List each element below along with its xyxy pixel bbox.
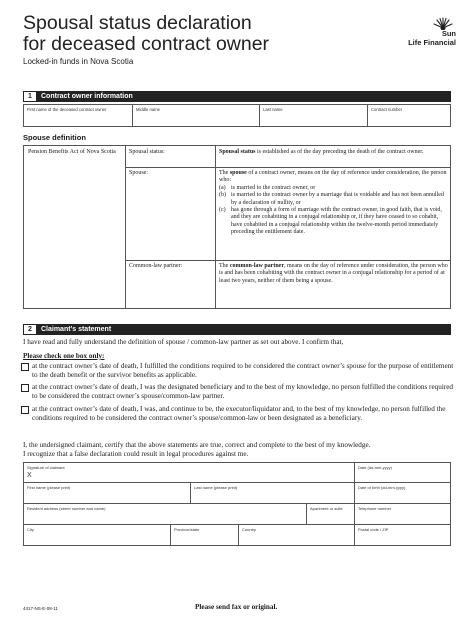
spouse-definition-table — [23, 145, 451, 309]
submission-note: Please send fax or original. — [195, 603, 278, 611]
telephone-field[interactable] — [354, 504, 452, 524]
postal-code-field[interactable] — [354, 525, 452, 545]
address-label: Resident address (street number and name) — [27, 506, 106, 511]
signature-mark: X — [27, 472, 32, 479]
date-of-birth-field[interactable] — [354, 483, 452, 503]
signature-label: Signature of claimant — [27, 465, 65, 470]
address-row — [23, 504, 451, 525]
logo-wordmark — [408, 29, 456, 47]
jurisdiction-label: Pension Benefits Act of Nova Scotia — [28, 149, 116, 155]
spouse-item-b — [219, 192, 448, 207]
section-1-title: Contract owner information — [41, 93, 133, 100]
first-name-label: First name (please print) — [27, 485, 71, 490]
spousal-status-definition — [219, 149, 447, 156]
option-2-text: at the contract owner’s date of death, I was the designated beneficiary and to the best of my knowledge, no person fulfilled the conditions required to be considered the contract owner’s spouse/common-law partner. — [32, 383, 453, 400]
spouse-item-c — [219, 207, 448, 237]
owner-first-name-field[interactable] — [24, 105, 132, 126]
name-row — [23, 483, 451, 504]
address-field[interactable] — [24, 504, 306, 524]
spouse-label: Spouse: — [129, 170, 149, 176]
signature-date-label: Date (dd-mm-yyyy) — [358, 465, 393, 470]
title-line-1: Spousal status declaration — [23, 12, 252, 34]
country-field[interactable] — [238, 525, 354, 545]
certify-line-1: I, the undersigned claimant, certify that the above statements are true, correct and complete to the best of my knowledge. — [23, 441, 371, 449]
city-label: City — [27, 527, 34, 532]
option-3-checkbox[interactable] — [21, 406, 29, 414]
common-law-definition — [219, 263, 448, 285]
section-2-title: Claimant’s statement — [41, 326, 112, 333]
common-law-label: Common-law partner: — [129, 263, 183, 269]
claimant-first-name-field[interactable] — [24, 483, 190, 503]
spouse-item-a-label: (a) — [219, 184, 226, 191]
option-1-text: at the contract owner’s date of death, I fulfilled the conditions required to be considered the contract owner’s spouse for the purpose of entitlement to the death benefit or the survivor benefits as applicable. — [32, 362, 454, 379]
spouse-intro-pre: The — [219, 170, 229, 176]
city-row — [23, 525, 451, 546]
check-one-heading: Please check one box only: — [23, 352, 105, 360]
spouse-item-a — [219, 185, 448, 192]
province-field[interactable] — [170, 525, 238, 545]
owner-last-name-field[interactable] — [259, 105, 367, 126]
common-law-post: , means on the day of reference under consideration, the person who is and has been cohabiting with the contract owner in a conjugal relationship for a period of at least two years, neither of them being a spouse. — [219, 263, 448, 284]
spouse-item-c-text: has gone through a form of marriage with the contract owner, in good faith, that is void, and they are cohabiting in a conjugal relationship or, if they have ceased to so cohabit, have cohabited in a conjugal relationship within the twelve-month period immediately preceding the entitlement date. — [231, 207, 442, 236]
spouse-item-b-text: is married to the contract owner by a marriage that is voidable and has not been annulled by a declaration of nullity, or — [231, 192, 444, 206]
spouse-item-c-label: (c) — [219, 207, 226, 214]
option-3-text: at the contract owner’s date of death, I was, and continue to be, the executor/liquidator and, to the best of my knowledge, no person fulfilled the conditions required to be considered the contract owner’s spouse/common-law or been designated as a beneficiary. — [32, 405, 446, 422]
city-field[interactable] — [24, 525, 170, 545]
telephone-label: Telephone number — [358, 506, 392, 511]
apartment-field[interactable] — [306, 504, 354, 524]
spousal-status-label: Spousal status: — [129, 149, 165, 155]
logo-line-1: Sun — [441, 29, 456, 38]
signature-field[interactable] — [24, 463, 354, 482]
form-code: 4417-NS-E-08-11 — [23, 606, 58, 611]
option-1-checkbox[interactable] — [21, 363, 29, 371]
certify-line-2: I recognize that a false declaration could result in legal procedures against me. — [23, 449, 249, 458]
contract-number-field[interactable] — [367, 105, 452, 126]
title-line-2: for deceased contract owner — [23, 33, 270, 55]
spouse-item-a-text: is married to the contract owner, or — [231, 184, 316, 191]
section-1-header — [23, 91, 451, 102]
option-2-checkbox[interactable] — [21, 384, 29, 392]
section-2-header — [23, 324, 451, 335]
spouse-item-b-label: (b) — [219, 192, 226, 199]
owner-last-name-label: Last name — [263, 107, 283, 112]
owner-middle-name-label: Middle name — [136, 107, 160, 112]
spouse-intro-term: spouse — [229, 170, 247, 176]
contract-owner-row — [23, 104, 451, 127]
apartment-label: Apartment or suite — [310, 506, 343, 511]
page-title — [23, 13, 269, 55]
spouse-definition-heading: Spouse definition — [23, 133, 86, 142]
postal-code-label: Postal code / ZIP — [358, 527, 389, 532]
province-label: Province/state — [174, 527, 200, 532]
section-2-intro: I have read and fully understand the definition of spouse / common-law partner as set out above. I confirm that, — [23, 338, 344, 346]
last-name-label: Last name (please print) — [194, 485, 238, 490]
spouse-intro-post: of a contract owner, means on the day of reference under consideration, the person who: — [219, 170, 447, 184]
sun-icon — [430, 14, 456, 30]
claimant-last-name-field[interactable] — [190, 483, 354, 503]
common-law-pre: The — [219, 263, 229, 269]
certification-statement — [23, 441, 455, 459]
spousal-status-text: is established as of the day preceding the death of the contract owner. — [257, 149, 424, 155]
dob-label: Date of birth (dd-mm-yyyy) — [358, 485, 406, 490]
common-law-term: common-law partner — [229, 263, 284, 269]
spouse-intro — [219, 170, 448, 185]
owner-middle-name-field[interactable] — [132, 105, 259, 126]
spousal-status-term: Spousal status — [219, 149, 256, 155]
owner-first-name-label: First name of the deceased contract owner — [27, 107, 107, 112]
signature-date-field[interactable] — [354, 463, 452, 482]
country-label: Country — [242, 527, 257, 532]
contract-number-label: Contract number — [371, 107, 403, 112]
spouse-definition — [219, 170, 448, 237]
signature-row — [23, 462, 451, 483]
sun-life-logo — [376, 14, 456, 54]
section-2-number: 2 — [24, 325, 36, 334]
section-1-number: 1 — [24, 92, 36, 101]
logo-line-2: Life Financial — [408, 38, 456, 47]
page-subtitle: Locked-in funds in Nova Scotia — [23, 57, 134, 66]
